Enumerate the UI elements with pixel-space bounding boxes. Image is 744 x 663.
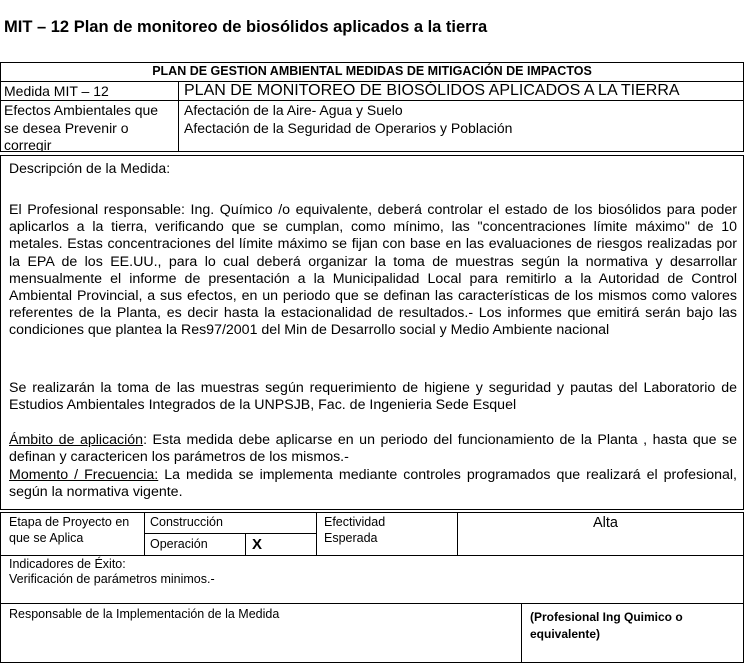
momento-paragraph [9,467,737,501]
construccion-label: Construcción [150,515,223,529]
efectividad-label: Efectividad Esperada [324,515,386,545]
etapa-label: Etapa de Proyecto en que se Aplica [9,515,130,545]
efectos-line-1: Afectación de la Aire- Agua y Suelo [184,102,403,118]
table-header: PLAN DE GESTION AMBIENTAL MEDIDAS DE MITIGACIÓN DE IMPACTOS [152,64,592,78]
ambito-label: Ámbito de aplicación [9,432,144,448]
momento-text: La medida se implementa mediante controles programados que realizará el profesional, según la normativa vigente. [9,467,737,501]
efectos-line-2: Afectación de la Seguridad de Operarios y Población [184,120,513,136]
operacion-check-mark: X [252,536,263,553]
indicadores-value: Verificación de parámetros minimos.- [9,572,215,586]
indicadores-label: Indicadores de Éxito: [9,557,126,571]
responsable-value: (Profesional Ing Quimico o equivalente) [530,610,683,641]
descripcion-label: Descripción de la Medida: [9,160,171,176]
medida-value: PLAN DE MONITOREO DE BIOSÓLIDOS APLICADOS A LA TIERRA [184,82,680,99]
ambito-text: : Esta medida debe aplicarse en un periodo del funcionamiento de la Planta , hasta que se definan y caractericen los parámetros de los mismos.- [9,432,737,466]
momento-label: Momento / Frecuencia: [9,467,159,483]
descripcion-paragraph-1: El Profesional responsable: Ing. Químico /o equivalente, deberá controlar el estado de los biosólidos para poder aplicarlos a la tierra, verificando que se cumplan, como mínimo, las "concentraciones límite máximo" de 10 metales. Estas concentraciones del límite máximo se fijan con base en las evaluaciones de riesgos realizadas por la EPA de los EE.UU., para lo cual deberá organizar la toma de muestras según la normativa y desarrollar mensualmente el informe de presentación a la Municipalidad Local para remitirlo a la Autoridad de Control Ambiental Provincial, a sus efectos, en un periodo que se definan las características de los mismos como valores referentes de la Planta, es decir hasta la estacionalidad de resultados.- Los informes que emitirá serán bajo las condiciones que plantea la Res97/2001 del Min de Desarrollo social y Medio Ambiente nacional [9,202,737,339]
ambito-paragraph [9,432,737,466]
efectos-label: Efectos Ambientales que se desea Prevenir o corregir [4,102,159,152]
efectividad-value: Alta [593,515,618,531]
document-title: MIT – 12 Plan de monitoreo de biosólidos aplicados a la tierra [4,18,488,36]
responsable-label: Responsable de la Implementación de la Medida [9,607,280,621]
descripcion-paragraph-2: Se realizarán la toma de las muestras según requerimiento de higiene y seguridad y pautas del Laboratorio de Estudios Ambientales Integrados de la UNPSJB, Fac. de Ingenieria Sede Esquel [9,380,737,414]
medida-label: Medida MIT – 12 [4,83,109,99]
operacion-label: Operación [150,537,208,551]
